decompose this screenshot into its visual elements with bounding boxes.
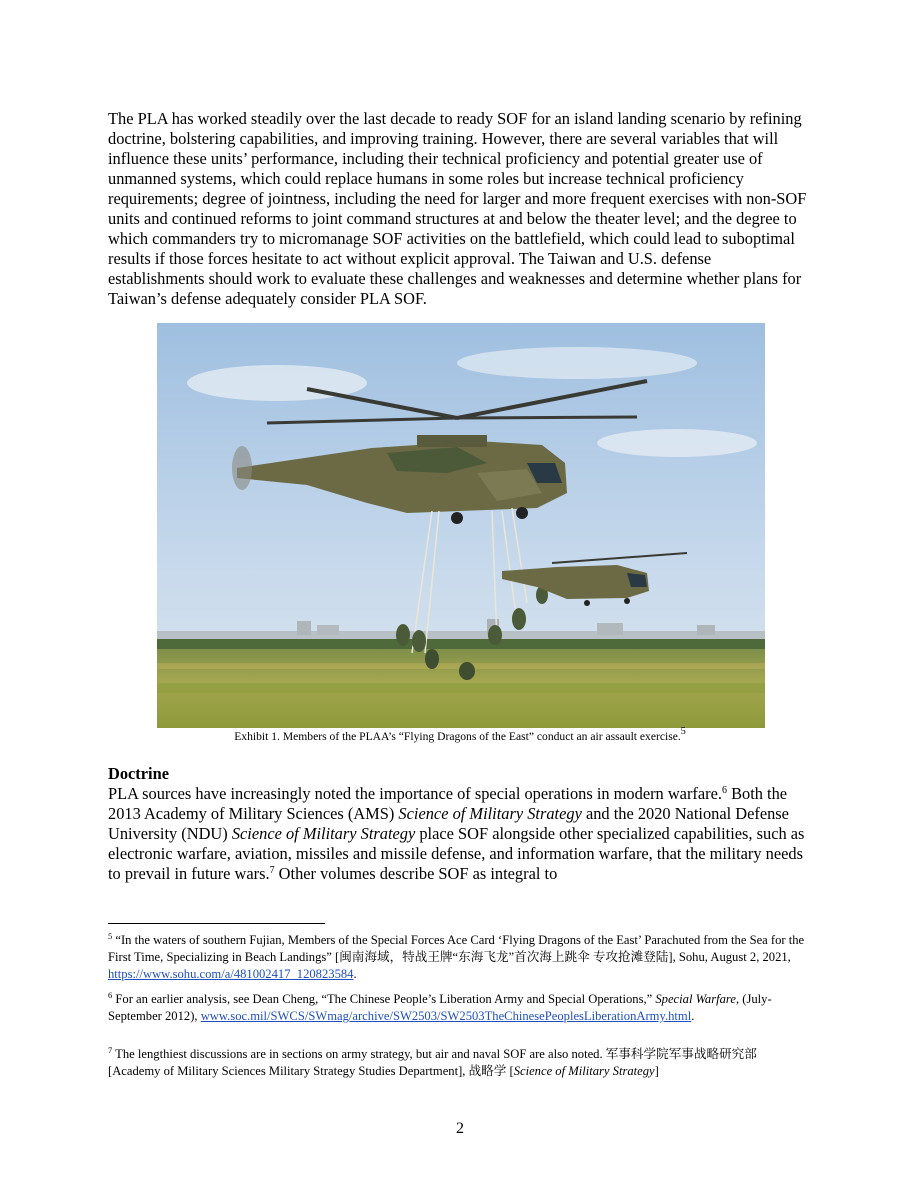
footnote-ref-6: 6 — [721, 785, 727, 796]
footnote-end: ] — [654, 1064, 659, 1078]
footnote-mark: 6 — [108, 990, 113, 1000]
footnote-mark: 7 — [108, 1045, 113, 1055]
doctrine-text-a: PLA sources have increasingly noted the importance of special operations in modern warfare. — [108, 784, 722, 803]
journal-title: Special Warfare — [655, 992, 736, 1006]
footnote-text: The lengthiest discussions are in sections on army strategy, but air and naval SOF are also noted. 军事科学院军事战略研究部 [Academy of Military Sciences Military Strategy Studies Department], 战略学 [ — [108, 1047, 757, 1078]
doctrine-text-e: Other volumes describe SOF as integral to — [274, 864, 558, 883]
doctrine-text-b: Both the 2013 Academy of Military Sciences (AMS) — [108, 784, 788, 823]
helicopter-photo — [157, 323, 765, 728]
footnote-mark: 5 — [108, 931, 113, 941]
footnote-divider — [108, 923, 325, 924]
footnote-end: . — [691, 1009, 695, 1023]
air-assault-exercise-image — [157, 323, 765, 728]
section-heading: Doctrine — [108, 764, 169, 783]
footnote-link[interactable]: https://www.sohu.com/a/481002417_120823584 — [108, 967, 354, 981]
footnote-text: “In the waters of southern Fujian, Members of the Special Forces Ace Card ‘Flying Dragons of the East’ Parachuted from the Sea for the First Time, Specializing in Beach Landings” [闽南海域，特战王牌“东海飞龙”首次海上跳伞 专攻抢滩登陆], Sohu, August 2, 2021, — [108, 933, 805, 964]
caption-footnote-ref: 5 — [680, 726, 686, 737]
footnote-5 — [108, 932, 808, 983]
doctrine-text-c: and the 2020 National Defense University (NDU) — [108, 804, 789, 843]
footnote-text-2: , (July-September 2012), — [108, 992, 772, 1023]
book-title-2013: Science of Military Strategy — [398, 804, 582, 823]
footnote-end: . — [353, 967, 357, 981]
page-number: 2 — [456, 1120, 464, 1137]
caption-text: Exhibit 1. Members of the PLAA’s “Flying Dragons of the East” conduct an air assault exercise. — [234, 730, 681, 743]
footnote-link[interactable]: www.soc.mil/SWCS/SWmag/archive/SW2503/SW2503TheChinesePeoplesLiberationArmy.html — [200, 1009, 692, 1023]
doctrine-paragraph — [108, 784, 808, 884]
book-title-2020: Science of Military Strategy — [231, 824, 416, 843]
body-paragraph: The PLA has worked steadily over the last decade to ready SOF for an island landing scenario by refining doctrine, bolstering capabilities, and improving training. However, there are several variables that will influence these units’ performance, including their technical proficiency and potential greater use of unmanned systems, which could replace humans in some roles but increase technical proficiency requirements; degree of jointness, including the need for larger and more frequent exercises with non-SOF units and continued reforms to joint command structures at and below the theater level; and the degree to which commanders try to micromanage SOF activities on the battlefield, which could lead to suboptimal results if those forces hesitate to act without explicit approval. The Taiwan and U.S. defense establishments should work to evaluate these challenges and weaknesses and determine whether plans for Taiwan’s defense adequately consider PLA SOF. — [108, 109, 807, 308]
footnote-ref-7: 7 — [269, 865, 275, 876]
book-title: Science of Military Strategy — [513, 1064, 655, 1078]
doctrine-text-d: place SOF alongside other specialized capabilities, such as electronic warfare, aviation, missiles and missile defense, and information warfare, that the military needs to prevail in future wars. — [108, 824, 805, 883]
footnote-text: For an earlier analysis, see Dean Cheng, “The Chinese People’s Liberation Army and Special Operations,” — [112, 992, 656, 1006]
footnote-7 — [108, 1046, 808, 1080]
footnote-6 — [108, 991, 808, 1025]
figure-caption — [108, 726, 812, 744]
